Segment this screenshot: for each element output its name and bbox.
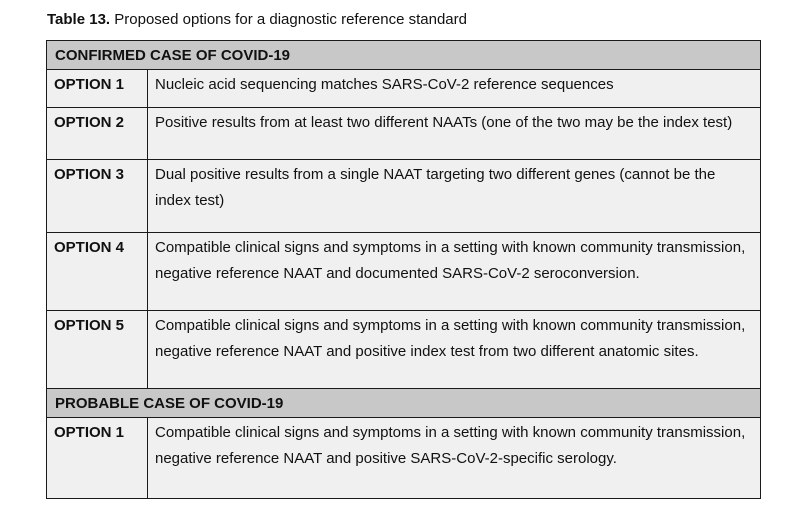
option-description: Compatible clinical signs and symptoms in a setting with known community transmission, negative reference NAAT and documented SARS-CoV-2 seroconversion. <box>148 233 761 311</box>
option-description: Compatible clinical signs and symptoms in a setting with known community transmission, negative reference NAAT and positive SARS-CoV-2-specific serology. <box>148 418 761 499</box>
reference-standard-table <box>46 40 761 499</box>
option-label: OPTION 5 <box>47 311 148 389</box>
table-row <box>47 70 761 108</box>
option-label: OPTION 3 <box>47 160 148 233</box>
table-caption <box>47 10 467 30</box>
table-title: Proposed options for a diagnostic reference standard <box>114 11 467 28</box>
table-row <box>47 233 761 311</box>
option-description: Dual positive results from a single NAAT targeting two different genes (cannot be the index test) <box>148 160 761 233</box>
option-description: Positive results from at least two different NAATs (one of the two may be the index test) <box>148 108 761 160</box>
option-label: OPTION 2 <box>47 108 148 160</box>
section-title: PROBABLE CASE OF COVID-19 <box>47 389 761 418</box>
section-header-probable <box>47 389 761 418</box>
option-label: OPTION 4 <box>47 233 148 311</box>
option-label: OPTION 1 <box>47 418 148 499</box>
option-description: Compatible clinical signs and symptoms in a setting with known community transmission, negative reference NAAT and positive index test from two different anatomic sites. <box>148 311 761 389</box>
option-description: Nucleic acid sequencing matches SARS-CoV-2 reference sequences <box>148 70 761 108</box>
table-row <box>47 418 761 499</box>
table-row <box>47 311 761 389</box>
section-title: CONFIRMED CASE OF COVID-19 <box>47 41 761 70</box>
table-number: Table 13. <box>47 11 111 28</box>
option-label: OPTION 1 <box>47 70 148 108</box>
table-row <box>47 160 761 233</box>
table-row <box>47 108 761 160</box>
section-header-confirmed <box>47 41 761 70</box>
